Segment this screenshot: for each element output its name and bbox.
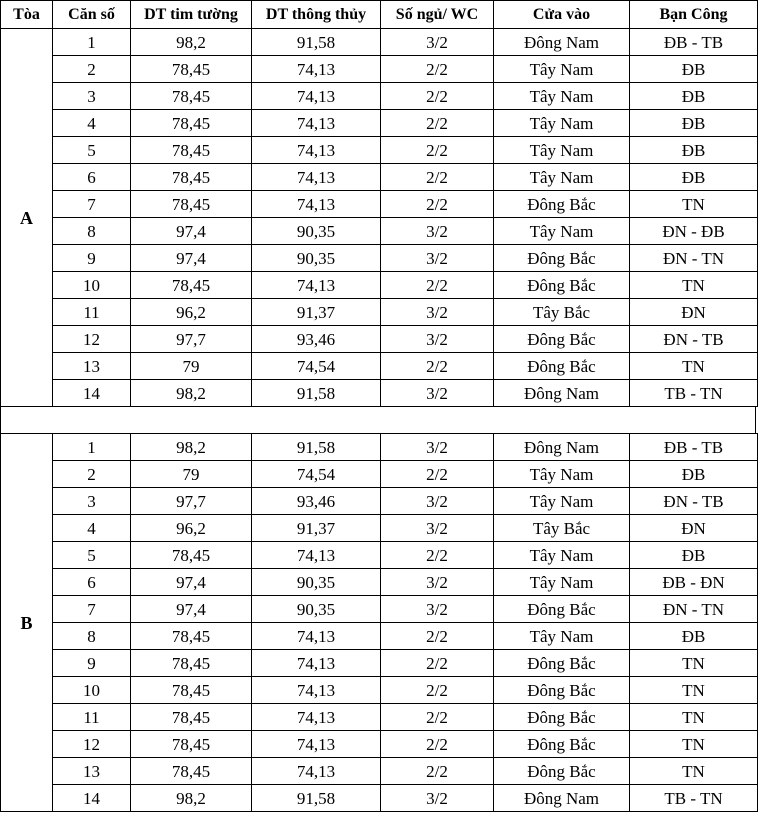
entrance-cell: Tây Nam (494, 110, 630, 137)
gross-area-cell: 78,45 (131, 164, 252, 191)
balcony-cell: TN (630, 191, 758, 218)
entrance-cell: Đông Nam (494, 434, 630, 461)
gross-area-cell: 78,45 (131, 191, 252, 218)
table-row (1, 272, 758, 299)
net-area-cell: 90,35 (252, 245, 381, 272)
net-area-cell: 74,13 (252, 83, 381, 110)
net-area-cell: 91,37 (252, 299, 381, 326)
bed-bath-cell: 2/2 (381, 542, 494, 569)
gross-area-cell: 78,45 (131, 704, 252, 731)
bed-bath-cell: 3/2 (381, 515, 494, 542)
balcony-cell: TN (630, 677, 758, 704)
entrance-cell: Đông Bắc (494, 758, 630, 785)
gross-area-cell: 78,45 (131, 272, 252, 299)
gross-area-cell: 78,45 (131, 56, 252, 83)
gross-area-cell: 78,45 (131, 731, 252, 758)
bed-bath-cell: 3/2 (381, 245, 494, 272)
gross-area-cell: 96,2 (131, 299, 252, 326)
header-row (1, 1, 758, 29)
gross-area-cell: 97,7 (131, 326, 252, 353)
unit-number-cell: 8 (53, 218, 131, 245)
table-row (1, 461, 758, 488)
gross-area-cell: 98,2 (131, 29, 252, 56)
unit-number-cell: 5 (53, 542, 131, 569)
unit-number-cell: 14 (53, 380, 131, 407)
table-row (1, 164, 758, 191)
bed-bath-cell: 2/2 (381, 272, 494, 299)
net-area-cell: 74,13 (252, 704, 381, 731)
balcony-cell: TN (630, 731, 758, 758)
net-area-cell: 93,46 (252, 488, 381, 515)
balcony-cell: ĐB (630, 164, 758, 191)
bed-bath-cell: 2/2 (381, 137, 494, 164)
gross-area-cell: 98,2 (131, 380, 252, 407)
balcony-cell: ĐN - TN (630, 596, 758, 623)
header-unit-number: Căn số (53, 1, 131, 29)
balcony-cell: ĐB (630, 56, 758, 83)
entrance-cell: Đông Bắc (494, 704, 630, 731)
balcony-cell: ĐB (630, 137, 758, 164)
balcony-cell: ĐB (630, 110, 758, 137)
unit-number-cell: 1 (53, 29, 131, 56)
unit-number-cell: 6 (53, 164, 131, 191)
table-row (1, 299, 758, 326)
entrance-cell: Tây Nam (494, 461, 630, 488)
table-row (1, 191, 758, 218)
unit-number-cell: 3 (53, 83, 131, 110)
table-row (1, 542, 758, 569)
balcony-cell: ĐN - TB (630, 326, 758, 353)
balcony-cell: ĐN - TB (630, 488, 758, 515)
entrance-cell: Tây Nam (494, 218, 630, 245)
net-area-cell: 74,13 (252, 542, 381, 569)
bed-bath-cell: 2/2 (381, 731, 494, 758)
entrance-cell: Tây Nam (494, 488, 630, 515)
unit-number-cell: 14 (53, 785, 131, 812)
unit-number-cell: 11 (53, 704, 131, 731)
entrance-cell: Tây Nam (494, 56, 630, 83)
net-area-cell: 91,58 (252, 29, 381, 56)
gross-area-cell: 97,4 (131, 245, 252, 272)
building-label: A (1, 29, 53, 407)
bed-bath-cell: 2/2 (381, 110, 494, 137)
entrance-cell: Tây Nam (494, 83, 630, 110)
gross-area-cell: 98,2 (131, 434, 252, 461)
gross-area-cell: 78,45 (131, 758, 252, 785)
unit-number-cell: 1 (53, 434, 131, 461)
bed-bath-cell: 3/2 (381, 785, 494, 812)
balcony-cell: TN (630, 704, 758, 731)
gross-area-cell: 78,45 (131, 137, 252, 164)
unit-number-cell: 2 (53, 56, 131, 83)
bed-bath-cell: 2/2 (381, 623, 494, 650)
net-area-cell: 74,13 (252, 110, 381, 137)
table-row (1, 353, 758, 380)
bed-bath-cell: 3/2 (381, 218, 494, 245)
header-balcony: Bạn Công (630, 1, 758, 29)
gross-area-cell: 97,7 (131, 488, 252, 515)
table-row (1, 434, 758, 461)
balcony-cell: ĐB - TB (630, 29, 758, 56)
entrance-cell: Tây Nam (494, 137, 630, 164)
unit-number-cell: 8 (53, 623, 131, 650)
net-area-cell: 91,58 (252, 380, 381, 407)
gross-area-cell: 97,4 (131, 596, 252, 623)
net-area-cell: 74,54 (252, 353, 381, 380)
balcony-cell: TN (630, 272, 758, 299)
net-area-cell: 91,58 (252, 434, 381, 461)
entrance-cell: Đông Bắc (494, 191, 630, 218)
balcony-cell: TN (630, 650, 758, 677)
apartment-table-block-b (0, 433, 758, 812)
table-row (1, 56, 758, 83)
balcony-cell: ĐN (630, 515, 758, 542)
table-row (1, 704, 758, 731)
net-area-cell: 90,35 (252, 218, 381, 245)
net-area-cell: 74,13 (252, 731, 381, 758)
net-area-cell: 74,54 (252, 461, 381, 488)
balcony-cell: ĐN - TN (630, 245, 758, 272)
gross-area-cell: 98,2 (131, 785, 252, 812)
bed-bath-cell: 2/2 (381, 164, 494, 191)
bed-bath-cell: 3/2 (381, 326, 494, 353)
unit-number-cell: 9 (53, 245, 131, 272)
net-area-cell: 74,13 (252, 677, 381, 704)
balcony-cell: ĐN - ĐB (630, 218, 758, 245)
header-gross-area: DT tim tường (131, 1, 252, 29)
bed-bath-cell: 2/2 (381, 461, 494, 488)
balcony-cell: TB - TN (630, 380, 758, 407)
entrance-cell: Đông Nam (494, 29, 630, 56)
unit-number-cell: 7 (53, 191, 131, 218)
net-area-cell: 74,13 (252, 650, 381, 677)
net-area-cell: 90,35 (252, 569, 381, 596)
entrance-cell: Đông Nam (494, 380, 630, 407)
unit-number-cell: 2 (53, 461, 131, 488)
balcony-cell: ĐN (630, 299, 758, 326)
gross-area-cell: 78,45 (131, 542, 252, 569)
balcony-cell: ĐB - ĐN (630, 569, 758, 596)
gross-area-cell: 79 (131, 353, 252, 380)
table-row (1, 326, 758, 353)
table-row (1, 785, 758, 812)
entrance-cell: Đông Bắc (494, 245, 630, 272)
bed-bath-cell: 2/2 (381, 56, 494, 83)
table-row (1, 758, 758, 785)
bed-bath-cell: 3/2 (381, 299, 494, 326)
apartment-table-block-a (0, 0, 758, 407)
header-bed-bath: Số ngủ/ WC (381, 1, 494, 29)
balcony-cell: ĐB - TB (630, 434, 758, 461)
balcony-cell: ĐB (630, 461, 758, 488)
balcony-cell: ĐB (630, 623, 758, 650)
table-row (1, 596, 758, 623)
entrance-cell: Đông Nam (494, 785, 630, 812)
table-row (1, 218, 758, 245)
entrance-cell: Tây Nam (494, 569, 630, 596)
gross-area-cell: 78,45 (131, 83, 252, 110)
entrance-cell: Đông Bắc (494, 650, 630, 677)
unit-number-cell: 10 (53, 677, 131, 704)
gross-area-cell: 79 (131, 461, 252, 488)
bed-bath-cell: 2/2 (381, 758, 494, 785)
net-area-cell: 91,58 (252, 785, 381, 812)
unit-number-cell: 13 (53, 758, 131, 785)
table-row (1, 731, 758, 758)
net-area-cell: 74,13 (252, 164, 381, 191)
unit-number-cell: 6 (53, 569, 131, 596)
table-row (1, 650, 758, 677)
building-label: B (1, 434, 53, 812)
unit-number-cell: 3 (53, 488, 131, 515)
entrance-cell: Tây Bắc (494, 299, 630, 326)
table-row (1, 569, 758, 596)
bed-bath-cell: 2/2 (381, 650, 494, 677)
unit-number-cell: 10 (53, 272, 131, 299)
unit-number-cell: 12 (53, 326, 131, 353)
group-separator (0, 406, 756, 433)
table-row (1, 623, 758, 650)
unit-number-cell: 5 (53, 137, 131, 164)
table-row (1, 83, 758, 110)
header-entrance: Cửa vào (494, 1, 630, 29)
bed-bath-cell: 3/2 (381, 29, 494, 56)
entrance-cell: Đông Bắc (494, 731, 630, 758)
bed-bath-cell: 2/2 (381, 353, 494, 380)
table-row (1, 488, 758, 515)
gross-area-cell: 97,4 (131, 218, 252, 245)
net-area-cell: 74,13 (252, 191, 381, 218)
header-net-area: DT thông thủy (252, 1, 381, 29)
entrance-cell: Đông Bắc (494, 272, 630, 299)
bed-bath-cell: 3/2 (381, 569, 494, 596)
bed-bath-cell: 2/2 (381, 83, 494, 110)
bed-bath-cell: 2/2 (381, 677, 494, 704)
net-area-cell: 74,13 (252, 272, 381, 299)
entrance-cell: Đông Bắc (494, 596, 630, 623)
gross-area-cell: 96,2 (131, 515, 252, 542)
table-row (1, 110, 758, 137)
header-building: Tòa (1, 1, 53, 29)
unit-number-cell: 7 (53, 596, 131, 623)
bed-bath-cell: 2/2 (381, 704, 494, 731)
entrance-cell: Tây Nam (494, 542, 630, 569)
gross-area-cell: 97,4 (131, 569, 252, 596)
table-row (1, 137, 758, 164)
balcony-cell: TN (630, 353, 758, 380)
table-row (1, 380, 758, 407)
net-area-cell: 74,13 (252, 758, 381, 785)
entrance-cell: Tây Bắc (494, 515, 630, 542)
gross-area-cell: 78,45 (131, 623, 252, 650)
net-area-cell: 74,13 (252, 56, 381, 83)
entrance-cell: Đông Bắc (494, 353, 630, 380)
net-area-cell: 90,35 (252, 596, 381, 623)
entrance-cell: Tây Nam (494, 164, 630, 191)
table-row (1, 29, 758, 56)
table-row (1, 515, 758, 542)
gross-area-cell: 78,45 (131, 650, 252, 677)
bed-bath-cell: 3/2 (381, 488, 494, 515)
entrance-cell: Tây Nam (494, 623, 630, 650)
net-area-cell: 91,37 (252, 515, 381, 542)
balcony-cell: TB - TN (630, 785, 758, 812)
unit-number-cell: 4 (53, 515, 131, 542)
balcony-cell: ĐB (630, 542, 758, 569)
balcony-cell: ĐB (630, 83, 758, 110)
net-area-cell: 93,46 (252, 326, 381, 353)
bed-bath-cell: 2/2 (381, 191, 494, 218)
gross-area-cell: 78,45 (131, 110, 252, 137)
unit-number-cell: 4 (53, 110, 131, 137)
unit-number-cell: 9 (53, 650, 131, 677)
unit-number-cell: 12 (53, 731, 131, 758)
table-row (1, 245, 758, 272)
net-area-cell: 74,13 (252, 137, 381, 164)
bed-bath-cell: 3/2 (381, 380, 494, 407)
entrance-cell: Đông Bắc (494, 326, 630, 353)
gross-area-cell: 78,45 (131, 677, 252, 704)
balcony-cell: TN (630, 758, 758, 785)
table-row (1, 677, 758, 704)
unit-number-cell: 11 (53, 299, 131, 326)
unit-number-cell: 13 (53, 353, 131, 380)
entrance-cell: Đông Bắc (494, 677, 630, 704)
bed-bath-cell: 3/2 (381, 596, 494, 623)
bed-bath-cell: 3/2 (381, 434, 494, 461)
net-area-cell: 74,13 (252, 623, 381, 650)
